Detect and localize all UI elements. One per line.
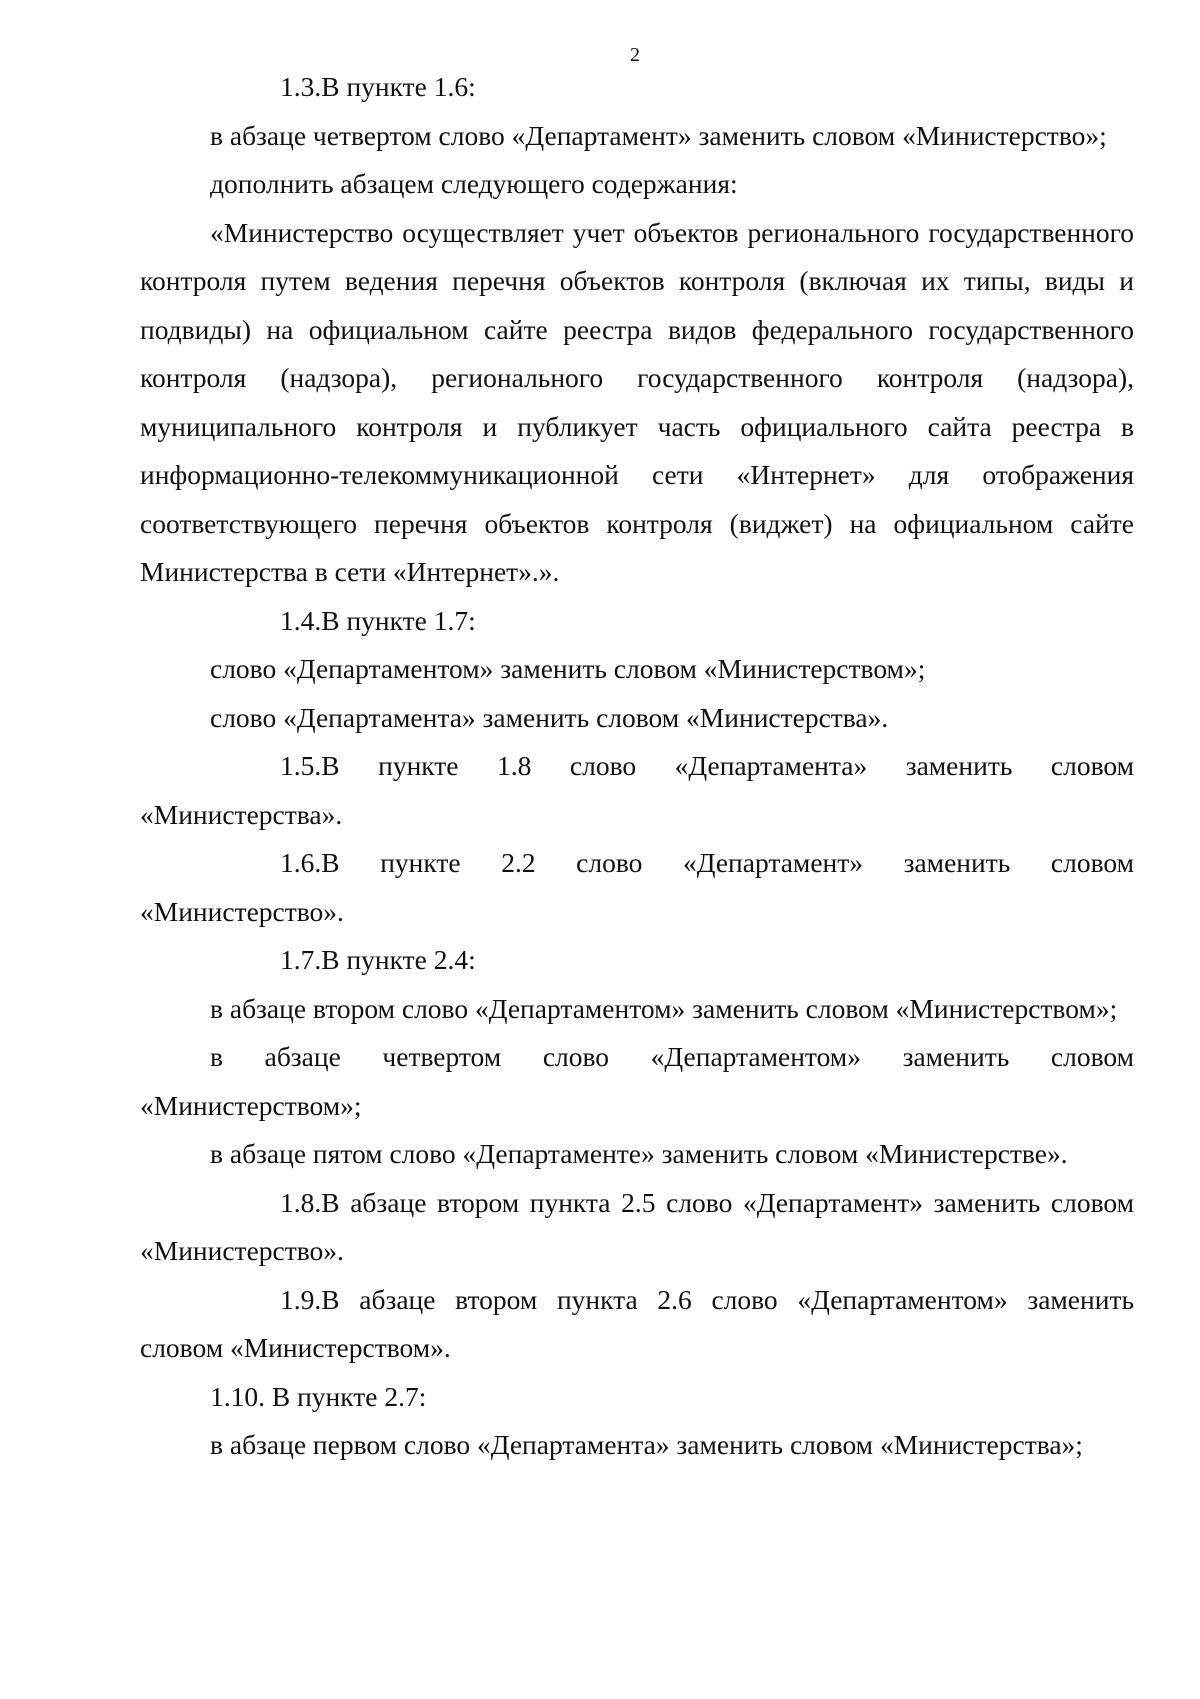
- item-number: 1.8.: [280, 1186, 322, 1218]
- paragraph: [140, 1130, 1134, 1179]
- paragraph-1-10: [140, 1373, 1134, 1422]
- paragraph: [140, 694, 1134, 743]
- item-number: 1.6.: [280, 847, 322, 878]
- item-number: 1.3.: [280, 71, 322, 102]
- paragraph-1-3: [140, 63, 1134, 112]
- paragraph-1-9: [140, 1276, 1134, 1373]
- paragraph: [140, 160, 1134, 209]
- paragraph: [140, 1421, 1134, 1470]
- paragraph-text: В пункте 2.2 слово «Департамент» заменить словом «Министерство».: [140, 847, 1134, 927]
- item-number: 1.5.: [280, 750, 322, 781]
- paragraph-text: слово «Департаментом» заменить словом «Министерством»;: [210, 653, 926, 684]
- paragraph-text: в абзаце четвертом слово «Департамент» заменить словом «Министерство»;: [210, 119, 1107, 151]
- paragraph-1-5: [140, 742, 1134, 839]
- paragraph-1-4: [140, 597, 1134, 646]
- paragraph-text: в абзаце четвертом слово «Департаментом» заменить словом «Министерством»;: [140, 1041, 1134, 1121]
- paragraph-quote: [140, 209, 1134, 597]
- paragraph-1-6: [140, 839, 1134, 936]
- paragraph-text: дополнить абзацем следующего содержания:: [210, 168, 738, 199]
- paragraph-text: В пункте 2.7:: [271, 1380, 427, 1412]
- paragraph-text: В абзаце втором пункта 2.5 слово «Департамент» заменить словом «Министерство».: [140, 1186, 1134, 1266]
- paragraph-text: В абзаце втором пункта 2.6 слово «Департаментом» заменить словом «Министерством».: [140, 1283, 1134, 1363]
- paragraph-text: «Министерство осуществляет учет объектов регионального государственного контроля путем ведения перечня объектов контроля (включая их типы, виды и подвиды) на официальном сайте реестра видов федерального государственного контроля (надзора), регионального государственного контроля (надзора), муниципального контроля и публикует часть официального сайта реестра в информационно-телекоммуникационной сети «Интернет» для отображения соответствующего перечня объектов контроля (виджет) на официальном сайте Министерства в сети «Интернет».».: [140, 216, 1134, 587]
- paragraph: [140, 1033, 1134, 1130]
- paragraph-text: слово «Департамента» заменить словом «Министерства».: [210, 701, 889, 733]
- item-number: 1.9.: [280, 1283, 322, 1315]
- item-number: 1.10.: [210, 1380, 265, 1412]
- item-number: 1.4.: [280, 604, 322, 636]
- paragraph-text: В пункте 1.6:: [321, 71, 476, 102]
- document-body: [140, 63, 1134, 1470]
- page-number: 2: [630, 44, 640, 66]
- paragraph-text: в абзаце первом слово «Департамента» заменить словом «Министерства»;: [210, 1429, 1083, 1460]
- item-number: 1.7.: [280, 944, 322, 975]
- paragraph-text: В пункте 2.4:: [321, 944, 476, 975]
- paragraph-text: в абзаце пятом слово «Департаменте» заменить словом «Министерстве».: [210, 1138, 1068, 1169]
- paragraph-text: В пункте 1.7:: [321, 604, 476, 636]
- paragraph-1-7: [140, 936, 1134, 985]
- paragraph: [140, 985, 1134, 1034]
- paragraph-text: в абзаце втором слово «Департаментом» заменить словом «Министерством»;: [210, 992, 1118, 1024]
- paragraph: [140, 112, 1134, 161]
- paragraph-1-8: [140, 1179, 1134, 1276]
- paragraph-text: В пункте 1.8 слово «Департамента» заменить словом «Министерства».: [140, 750, 1134, 830]
- paragraph: [140, 645, 1134, 694]
